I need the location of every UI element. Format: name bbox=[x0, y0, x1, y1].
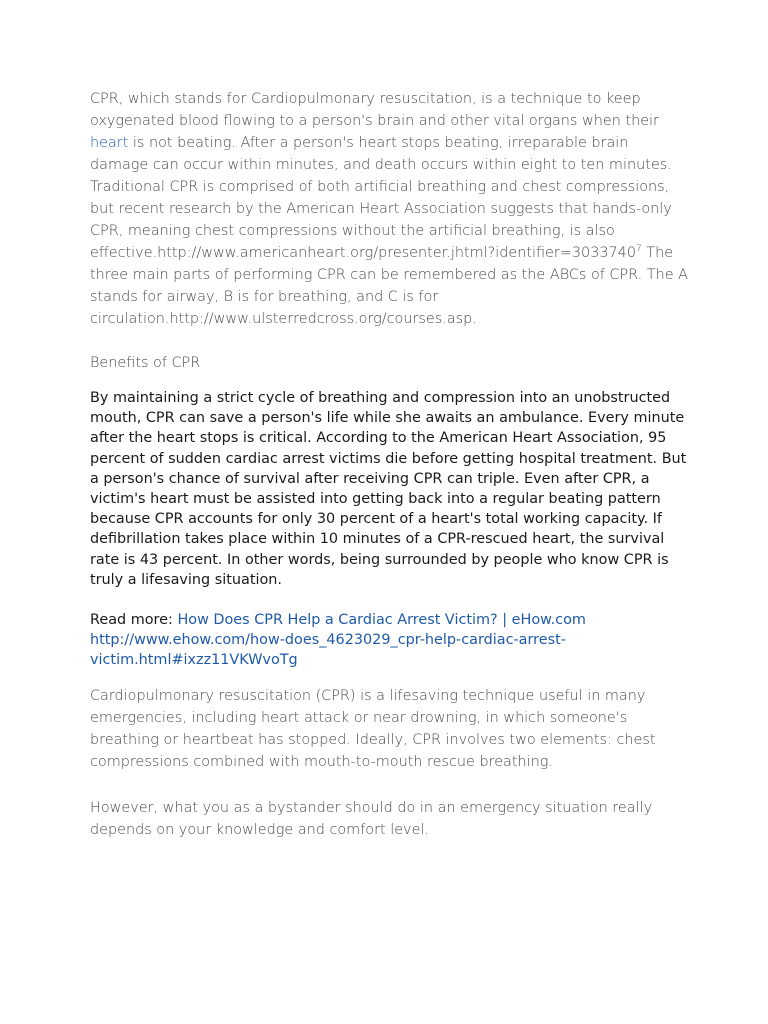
bystander-paragraph: However, what you as a bystander should do in an emergency situation really depends on your knowledge and comfort level. bbox=[90, 799, 653, 838]
cpr-definition-paragraph: Cardiopulmonary resuscitation (CPR) is a lifesaving technique useful in many emergencies, including heart attack or near drowning, in which someone's breathing or heartbeat has stopped. Ideally, CPR involves two elements: chest compressions combined with mouth-to-mouth rescue breathing. bbox=[90, 687, 656, 770]
read-more-url-link[interactable]: http://www.ehow.com/how-does_4623029_cpr-help-cardiac-arrest-victim.html#ixzz11VKWvoTg bbox=[90, 632, 566, 669]
intro-text-part2: is not beating. After a person's heart stops beating, irreparable brain damage can occur within minutes, and death occurs within eight to ten minutes. Traditional CPR is comprised of both artificial breathing and chest compressions, but recent research by the American Heart Association suggests that hands-only CPR, meaning chest compressions without the artificial breathing, is also effective.http://www.americanheart.org/presenter.jhtml?identifier=3033740 bbox=[90, 135, 672, 261]
read-more-block bbox=[90, 610, 690, 671]
intro-text-part1: CPR, which stands for Cardiopulmonary resuscitation, is a technique to keep oxygenated blood flowing to a person's brain and other vital organs when their bbox=[90, 91, 659, 129]
read-more-title-link[interactable]: How Does CPR Help a Cardiac Arrest Victim? | eHow.com bbox=[177, 612, 586, 629]
read-more-label: Read more: bbox=[90, 612, 178, 629]
heart-link[interactable]: heart bbox=[90, 135, 129, 151]
intro-text-part3: The three main parts of performing CPR can be remembered as the ABCs of CPR. The A stands for airway, B is for breathing, and C is for circulation.http://www.ulsterredcross.org/courses.asp. bbox=[90, 245, 688, 327]
document-page bbox=[90, 88, 690, 841]
benefits-heading: Benefits of CPR bbox=[90, 355, 201, 371]
benefits-paragraph: By maintaining a strict cycle of breathing and compression into an unobstructed mouth, CPR can save a person's life while she awaits an ambulance. Every minute after the heart stops is critical. According to the American Heart Association, 95 percent of sudden cardiac arrest victims die before getting hospital treatment. But a person's chance of survival after receiving CPR can triple. Even after CPR, a victim's heart must be assisted into getting back into a regular beating pattern because CPR accounts for only 30 percent of a heart's total working capacity. If defibrillation takes place within 10 minutes of a CPR-rescued heart, the survival rate is 43 percent. In other words, being surrounded by people who know CPR is truly a lifesaving situation. bbox=[90, 390, 687, 588]
intro-paragraph bbox=[90, 88, 690, 330]
footnote-marker: 7 bbox=[635, 244, 642, 254]
